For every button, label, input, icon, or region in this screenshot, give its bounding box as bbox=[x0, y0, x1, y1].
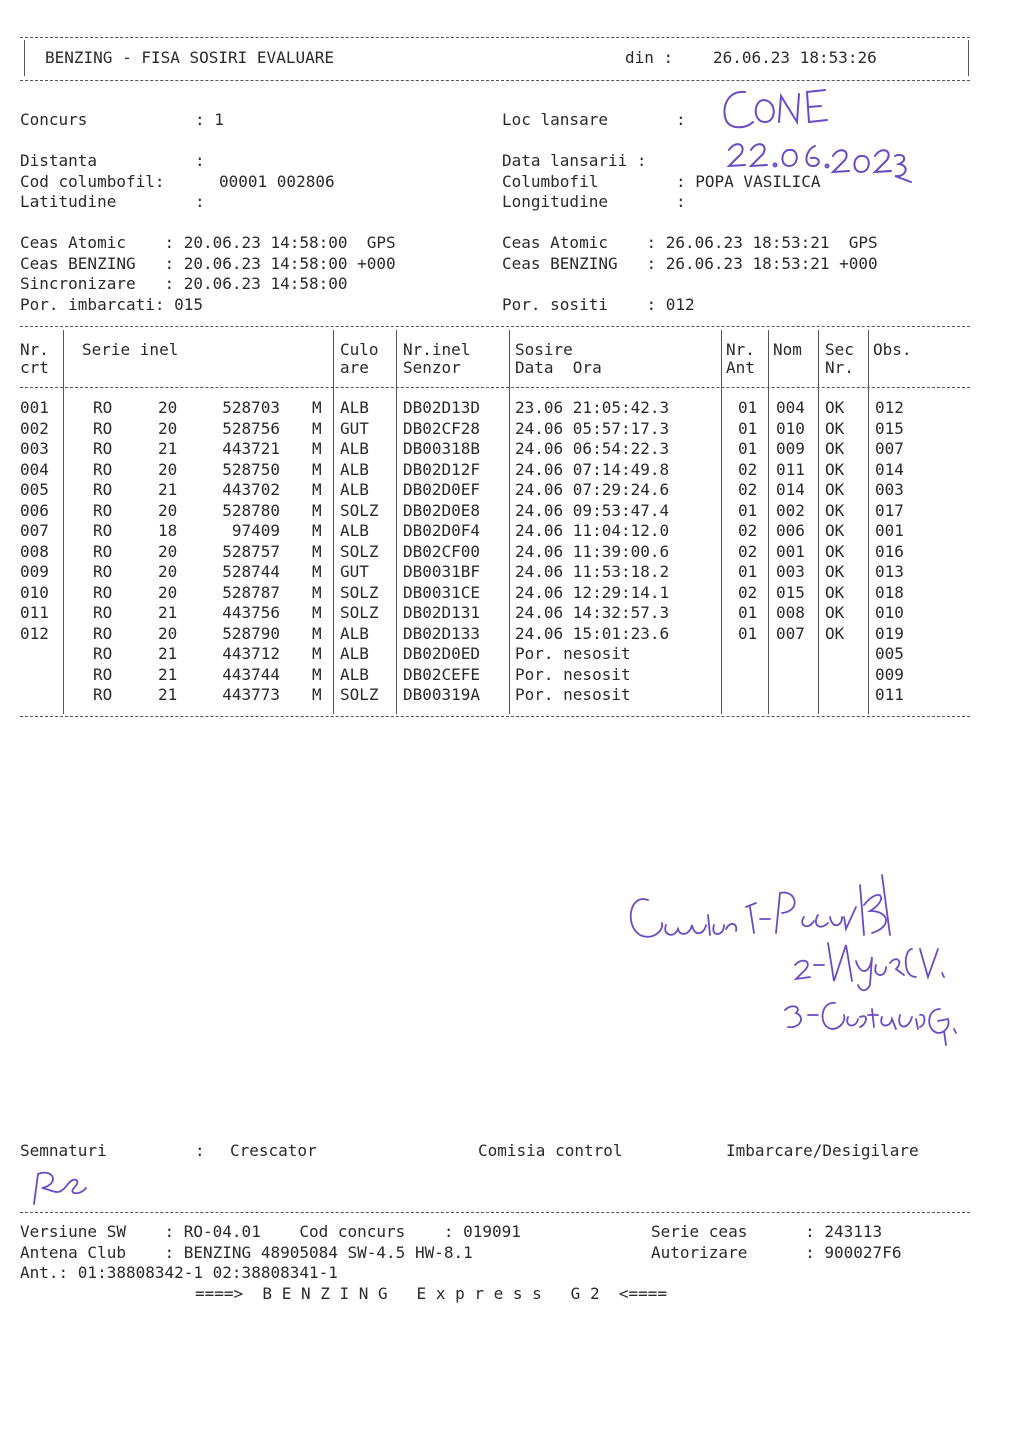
table-row bbox=[0, 603, 1000, 623]
footer-antena-club: Antena Club : BENZING 48905084 SW-4.5 HW-8.1 bbox=[20, 1243, 473, 1262]
cell-obs: 014 bbox=[875, 459, 904, 479]
header-sec-1: Sec bbox=[825, 340, 854, 359]
cell-nr: 001 bbox=[20, 398, 49, 417]
signature-drawing bbox=[24, 1168, 104, 1208]
cell-culoare: ALB bbox=[340, 623, 369, 643]
cell-sex: M bbox=[312, 685, 322, 704]
cell-an: 21 bbox=[158, 439, 178, 458]
handwritten-notes-drawing bbox=[620, 845, 1020, 1055]
cell-sec: OK bbox=[825, 521, 845, 540]
cell-sec: OK bbox=[825, 582, 845, 602]
cell-obs: 011 bbox=[875, 685, 904, 704]
cell-an: 21 bbox=[158, 644, 178, 663]
cell-sosire: 24.06 11:53:18.2 bbox=[515, 562, 670, 581]
cell-sosire: Por. nesosit bbox=[515, 685, 631, 704]
header-nrinel-1: Nr.inel bbox=[403, 340, 471, 359]
cell-an: 20 bbox=[158, 418, 178, 438]
cell-sex: M bbox=[312, 582, 322, 602]
cell-senzor: DB02D12F bbox=[403, 459, 481, 479]
header-bottom-rule bbox=[20, 80, 970, 81]
cell-sec: OK bbox=[825, 459, 845, 479]
footer-brand-line: ====> B E N Z I N G E x p r e s s G 2 <==== bbox=[195, 1284, 668, 1303]
latitudine-sep: : bbox=[195, 192, 205, 211]
cell-sec: OK bbox=[825, 562, 845, 581]
cell-obs: 001 bbox=[875, 521, 904, 540]
cell-ant: 01 bbox=[738, 623, 758, 643]
cell-nr: 005 bbox=[20, 480, 49, 499]
cell-nom: 006 bbox=[776, 521, 805, 540]
cell-sosire: 24.06 07:29:24.6 bbox=[515, 480, 670, 499]
cell-inel: 443756 bbox=[222, 603, 280, 622]
cell-sosire: 24.06 06:54:22.3 bbox=[515, 439, 670, 458]
cell-sec: OK bbox=[825, 398, 845, 417]
cell-senzor: DB02D0F4 bbox=[403, 521, 481, 540]
table-row bbox=[0, 419, 1000, 439]
concurs-label: Concurs bbox=[20, 110, 88, 129]
cell-sec: OK bbox=[825, 603, 845, 622]
cell-obs: 013 bbox=[875, 562, 904, 581]
cell-nr: 010 bbox=[20, 582, 49, 602]
cell-sec: OK bbox=[825, 623, 845, 643]
cell-an: 20 bbox=[158, 582, 178, 602]
handwritten-data-lansarii bbox=[725, 138, 915, 197]
din-value: 26.06.23 18:53:26 bbox=[713, 48, 877, 67]
cell-sosire: 24.06 11:39:00.6 bbox=[515, 541, 670, 561]
cell-sec: OK bbox=[825, 439, 845, 458]
cell-nr: 002 bbox=[20, 418, 49, 438]
table-row bbox=[0, 460, 1000, 480]
cell-ant: 02 bbox=[738, 459, 758, 479]
cell-culoare: GUT bbox=[340, 418, 369, 438]
cell-sex: M bbox=[312, 623, 322, 643]
cell-obs: 016 bbox=[875, 541, 904, 561]
longitudine-label: Longitudine bbox=[502, 192, 608, 211]
cell-an: 21 bbox=[158, 664, 178, 684]
cell-sosire: 24.06 12:29:14.1 bbox=[515, 582, 670, 602]
header-crt: crt bbox=[20, 358, 49, 377]
porumbei-imbarcati: Por. imbarcati: 015 bbox=[20, 295, 204, 314]
distanta-label: Distanta bbox=[20, 151, 98, 170]
header-top-rule bbox=[20, 37, 970, 38]
semnaturi-label: Semnaturi bbox=[20, 1141, 107, 1160]
table-row bbox=[0, 480, 1000, 500]
cell-an: 20 bbox=[158, 541, 178, 561]
loc-lansare-sep: : bbox=[676, 110, 686, 129]
cell-sex: M bbox=[312, 418, 322, 438]
cell-culoare: SOLZ bbox=[340, 500, 379, 520]
header-nrinel-2: Senzor bbox=[403, 358, 461, 377]
cell-nom: 004 bbox=[776, 398, 805, 417]
header-sosire-2: Data Ora bbox=[515, 358, 602, 377]
cell-inel: 528780 bbox=[222, 500, 280, 520]
cell-sosire: Por. nesosit bbox=[515, 664, 631, 684]
cell-sex: M bbox=[312, 459, 322, 479]
header-serie-inel: Serie inel bbox=[82, 340, 179, 359]
table-row bbox=[0, 521, 1000, 541]
cell-ant: 01 bbox=[738, 398, 758, 417]
cell-sex: M bbox=[312, 521, 322, 540]
din-label: din : bbox=[625, 48, 674, 67]
cell-nr: 007 bbox=[20, 521, 49, 540]
cell-sec: OK bbox=[825, 480, 845, 499]
cell-nom: 001 bbox=[776, 541, 805, 561]
cell-inel: 528750 bbox=[222, 459, 280, 479]
signature-crescator bbox=[24, 1168, 104, 1212]
table-row bbox=[0, 583, 1000, 603]
cell-nr: 009 bbox=[20, 562, 49, 581]
cell-tara: RO bbox=[93, 521, 113, 540]
cell-inel: 443712 bbox=[222, 644, 280, 663]
cell-obs: 019 bbox=[875, 623, 904, 643]
cell-tara: RO bbox=[93, 562, 113, 581]
cell-nr: 004 bbox=[20, 459, 49, 479]
cell-nr: 011 bbox=[20, 603, 49, 622]
cell-sex: M bbox=[312, 541, 322, 561]
cell-nom: 011 bbox=[776, 459, 805, 479]
clock-end-atomic: Ceas Atomic : 26.06.23 18:53:21 GPS bbox=[502, 233, 878, 252]
header-culoare-2: are bbox=[340, 358, 369, 377]
cell-an: 20 bbox=[158, 459, 178, 479]
cell-sex: M bbox=[312, 480, 322, 499]
imbarcare-desigilare-label: Imbarcare/Desigilare bbox=[726, 1141, 919, 1160]
cell-sex: M bbox=[312, 644, 322, 663]
table-top-rule bbox=[20, 326, 970, 327]
header-obs: Obs. bbox=[873, 340, 912, 359]
table-row bbox=[0, 439, 1000, 459]
cell-nom: 010 bbox=[776, 418, 805, 438]
cell-inel: 528757 bbox=[222, 541, 280, 561]
cell-senzor: DB00319A bbox=[403, 685, 481, 704]
footer-antennas: Ant.: 01:38808342-1 02:38808341-1 bbox=[20, 1263, 338, 1282]
cell-culoare: ALB bbox=[340, 644, 369, 663]
cell-an: 20 bbox=[158, 500, 178, 520]
cell-culoare: GUT bbox=[340, 562, 369, 581]
cell-an: 21 bbox=[158, 603, 178, 622]
cell-inel: 528787 bbox=[222, 582, 280, 602]
cell-nr: 006 bbox=[20, 500, 49, 520]
header-right-border bbox=[968, 40, 969, 76]
cell-sex: M bbox=[312, 398, 322, 417]
cell-obs: 010 bbox=[875, 603, 904, 622]
cell-culoare: ALB bbox=[340, 398, 369, 417]
cell-sosire: 24.06 05:57:17.3 bbox=[515, 418, 670, 438]
semnaturi-sep: : bbox=[195, 1141, 205, 1160]
cell-sec: OK bbox=[825, 500, 845, 520]
cell-ant: 01 bbox=[738, 603, 758, 622]
cell-sex: M bbox=[312, 439, 322, 458]
cell-culoare: SOLZ bbox=[340, 541, 379, 561]
cell-ant: 02 bbox=[738, 480, 758, 499]
cell-nom: 008 bbox=[776, 603, 805, 622]
cell-ant: 02 bbox=[738, 521, 758, 540]
cell-obs: 003 bbox=[875, 480, 904, 499]
cell-culoare: ALB bbox=[340, 480, 369, 499]
header-sec-2: Nr. bbox=[825, 358, 854, 377]
footer-top-rule bbox=[20, 1212, 970, 1213]
cell-tara: RO bbox=[93, 500, 113, 520]
porumbei-sositi: Por. sositi : 012 bbox=[502, 295, 695, 314]
cell-senzor: DB02CEFE bbox=[403, 664, 481, 684]
cell-tara: RO bbox=[93, 623, 113, 643]
cell-sex: M bbox=[312, 603, 322, 622]
cell-inel: 443744 bbox=[222, 664, 280, 684]
cell-senzor: DB0031BF bbox=[403, 562, 481, 581]
cell-nom: 014 bbox=[776, 480, 805, 499]
clock-start-atomic: Ceas Atomic : 20.06.23 14:58:00 GPS bbox=[20, 233, 396, 252]
clock-end-benzing: Ceas BENZING : 26.06.23 18:53:21 +000 bbox=[502, 254, 878, 273]
columbofil-value: : POPA VASILICA bbox=[676, 172, 821, 191]
cell-ant: 02 bbox=[738, 541, 758, 561]
cell-tara: RO bbox=[93, 439, 113, 458]
cell-sex: M bbox=[312, 562, 322, 581]
page-title: BENZING - FISA SOSIRI EVALUARE bbox=[45, 48, 334, 67]
sincronizare: Sincronizare : 20.06.23 14:58:00 bbox=[20, 274, 348, 293]
cell-nr: 008 bbox=[20, 541, 49, 561]
cod-columbofil-label: Cod columbofil: bbox=[20, 172, 165, 191]
cell-senzor: DB02CF00 bbox=[403, 541, 481, 561]
header-ant-2: Ant bbox=[726, 358, 755, 377]
table-header-rule bbox=[20, 387, 970, 388]
cell-sosire: 24.06 14:32:57.3 bbox=[515, 603, 670, 622]
cell-inel: 528744 bbox=[222, 562, 280, 581]
table-row bbox=[0, 644, 1000, 664]
columbofil-label: Columbofil bbox=[502, 172, 599, 191]
latitudine-label: Latitudine bbox=[20, 192, 117, 211]
cod-columbofil-value: 00001 002806 bbox=[219, 172, 335, 191]
cell-tara: RO bbox=[93, 644, 113, 663]
concurs-value: : 1 bbox=[195, 110, 224, 129]
cell-inel: 443702 bbox=[222, 480, 280, 499]
cell-obs: 007 bbox=[875, 439, 904, 458]
cell-nom: 002 bbox=[776, 500, 805, 520]
cell-nr: 012 bbox=[20, 623, 49, 643]
cell-tara: RO bbox=[93, 603, 113, 622]
cell-nom: 015 bbox=[776, 582, 805, 602]
cell-tara: RO bbox=[93, 418, 113, 438]
footer-autorizare: Autorizare : 900027F6 bbox=[651, 1243, 902, 1262]
cell-inel: 443773 bbox=[222, 685, 280, 704]
cell-culoare: SOLZ bbox=[340, 582, 379, 602]
cell-sec: OK bbox=[825, 418, 845, 438]
cell-senzor: DB0031CE bbox=[403, 582, 481, 602]
cell-inel: 97409 bbox=[231, 521, 280, 540]
cell-nr: 003 bbox=[20, 439, 49, 458]
table-row bbox=[0, 562, 1000, 582]
cell-ant: 01 bbox=[738, 562, 758, 581]
table-row bbox=[0, 624, 1000, 644]
cell-tara: RO bbox=[93, 685, 113, 704]
cell-obs: 018 bbox=[875, 582, 904, 602]
cell-an: 21 bbox=[158, 480, 178, 499]
cell-tara: RO bbox=[93, 459, 113, 479]
cell-senzor: DB02D0E8 bbox=[403, 500, 481, 520]
header-culoare-1: Culo bbox=[340, 340, 379, 359]
handwritten-date-drawing bbox=[725, 138, 915, 193]
cell-tara: RO bbox=[93, 664, 113, 684]
loc-lansare-label: Loc lansare bbox=[502, 110, 608, 129]
cell-tara: RO bbox=[93, 480, 113, 499]
cell-ant: 01 bbox=[738, 500, 758, 520]
cell-an: 20 bbox=[158, 623, 178, 643]
longitudine-sep: : bbox=[676, 192, 686, 211]
cell-sosire: 24.06 07:14:49.8 bbox=[515, 459, 670, 479]
table-row bbox=[0, 542, 1000, 562]
cell-nom: 003 bbox=[776, 562, 805, 581]
cell-ant: 01 bbox=[738, 418, 758, 438]
cell-inel: 528756 bbox=[222, 418, 280, 438]
crescator-label: Crescator bbox=[230, 1141, 317, 1160]
header-ant-1: Nr. bbox=[726, 340, 755, 359]
table-bottom-rule bbox=[20, 716, 970, 717]
header-nom: Nom bbox=[773, 340, 802, 359]
cell-senzor: DB00318B bbox=[403, 439, 481, 458]
clock-start-benzing: Ceas BENZING : 20.06.23 14:58:00 +000 bbox=[20, 254, 396, 273]
cell-an: 18 bbox=[158, 521, 178, 540]
footer-serie-ceas: Serie ceas : 243113 bbox=[651, 1222, 883, 1241]
cell-obs: 012 bbox=[875, 398, 904, 417]
header-sosire-1: Sosire bbox=[515, 340, 573, 359]
cell-tara: RO bbox=[93, 398, 113, 417]
data-lansarii-label: Data lansarii : bbox=[502, 151, 647, 170]
cell-senzor: DB02D133 bbox=[403, 623, 481, 643]
table-row bbox=[0, 501, 1000, 521]
cell-an: 20 bbox=[158, 398, 178, 417]
cell-senzor: DB02D13D bbox=[403, 398, 481, 417]
cell-culoare: ALB bbox=[340, 439, 369, 458]
cell-senzor: DB02D0ED bbox=[403, 644, 481, 663]
table-row bbox=[0, 685, 1000, 705]
cell-obs: 005 bbox=[875, 644, 904, 663]
cell-nom: 007 bbox=[776, 623, 805, 643]
comisia-control-label: Comisia control bbox=[478, 1141, 623, 1160]
cell-senzor: DB02D0EF bbox=[403, 480, 481, 499]
cell-sosire: 24.06 15:01:23.6 bbox=[515, 623, 670, 643]
cell-nom: 009 bbox=[776, 439, 805, 458]
cell-culoare: ALB bbox=[340, 459, 369, 479]
cell-ant: 02 bbox=[738, 582, 758, 602]
cell-culoare: SOLZ bbox=[340, 685, 379, 704]
cell-sosire: Por. nesosit bbox=[515, 644, 631, 663]
cell-sex: M bbox=[312, 664, 322, 684]
cell-inel: 528703 bbox=[222, 398, 280, 417]
cell-culoare: ALB bbox=[340, 521, 369, 540]
cell-ant: 01 bbox=[738, 439, 758, 458]
cell-culoare: SOLZ bbox=[340, 603, 379, 622]
cell-obs: 017 bbox=[875, 500, 904, 520]
header-nr: Nr. bbox=[20, 340, 49, 359]
cell-senzor: DB02D131 bbox=[403, 603, 481, 622]
cell-obs: 015 bbox=[875, 418, 904, 438]
footer-versiune: Versiune SW : RO-04.01 Cod concurs : 019091 bbox=[20, 1222, 521, 1241]
cell-inel: 528790 bbox=[222, 623, 280, 643]
handwritten-commission-notes bbox=[620, 845, 1020, 1059]
cell-an: 20 bbox=[158, 562, 178, 581]
cell-senzor: DB02CF28 bbox=[403, 418, 481, 438]
handwritten-loc-lansare bbox=[715, 82, 835, 141]
cell-an: 21 bbox=[158, 685, 178, 704]
header-left-border bbox=[24, 40, 25, 76]
cell-obs: 009 bbox=[875, 664, 904, 684]
cell-culoare: ALB bbox=[340, 664, 369, 684]
handwritten-cone-drawing bbox=[715, 82, 835, 137]
cell-sex: M bbox=[312, 500, 322, 520]
cell-sosire: 24.06 11:04:12.0 bbox=[515, 521, 670, 540]
cell-inel: 443721 bbox=[222, 439, 280, 458]
cell-sosire: 24.06 09:53:47.4 bbox=[515, 500, 670, 520]
table-row bbox=[0, 665, 1000, 685]
cell-sosire: 23.06 21:05:42.3 bbox=[515, 398, 670, 417]
cell-tara: RO bbox=[93, 541, 113, 561]
cell-tara: RO bbox=[93, 582, 113, 602]
table-row bbox=[0, 398, 1000, 418]
cell-sec: OK bbox=[825, 541, 845, 561]
distanta-sep: : bbox=[195, 151, 205, 170]
